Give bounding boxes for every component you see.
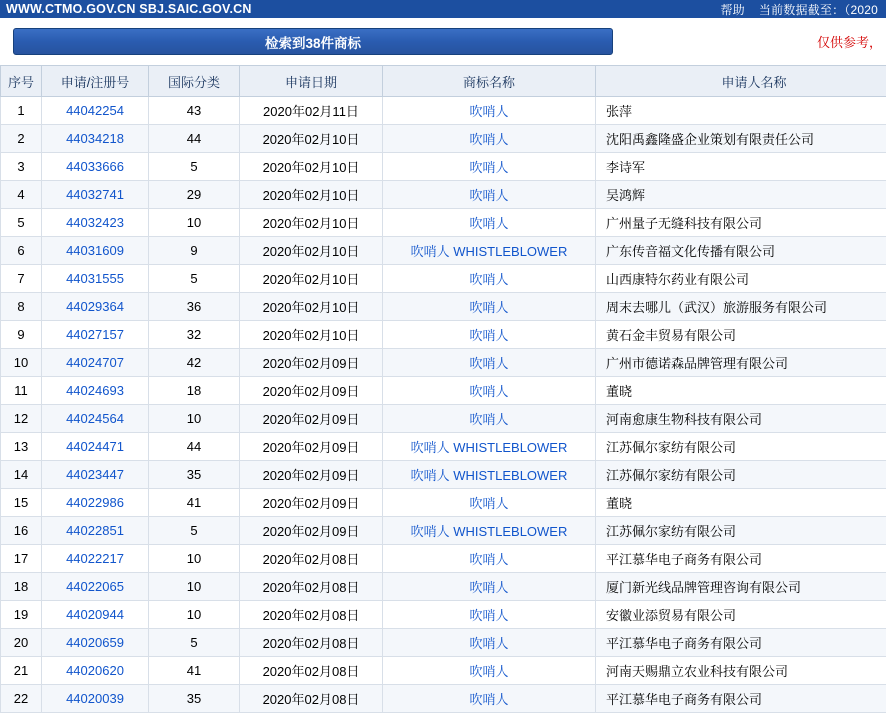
cell-regno <box>42 265 149 293</box>
tm-name-text[interactable]: 吹哨人 <box>469 384 509 399</box>
regno-link[interactable]: 44034218 <box>66 131 124 146</box>
cell-apply-date: 2020年02月08日 <box>240 657 383 685</box>
cell-regno <box>42 573 149 601</box>
cell-index: 22 <box>1 685 42 713</box>
regno-link[interactable]: 44020944 <box>66 607 124 622</box>
cell-intl-class: 18 <box>149 377 240 405</box>
cell-intl-class: 29 <box>149 181 240 209</box>
cell-regno <box>42 153 149 181</box>
tm-name-text[interactable]: 吹哨人 <box>469 132 509 147</box>
cell-index: 20 <box>1 629 42 657</box>
cell-regno <box>42 517 149 545</box>
table-row <box>1 153 886 181</box>
cell-tm-name <box>383 293 596 321</box>
regno-link[interactable]: 44024564 <box>66 411 124 426</box>
table-row <box>1 97 886 125</box>
cell-regno <box>42 601 149 629</box>
cell-tm-name <box>383 629 596 657</box>
regno-link[interactable]: 44032423 <box>66 215 124 230</box>
cell-intl-class: 10 <box>149 601 240 629</box>
cell-intl-class: 10 <box>149 545 240 573</box>
cell-intl-class: 10 <box>149 209 240 237</box>
cell-apply-date: 2020年02月09日 <box>240 433 383 461</box>
cell-apply-date: 2020年02月09日 <box>240 489 383 517</box>
cell-index: 4 <box>1 181 42 209</box>
cell-applicant: 平江慕华电子商务有限公司 <box>596 629 886 657</box>
table-body <box>1 97 886 713</box>
cell-apply-date: 2020年02月09日 <box>240 349 383 377</box>
cell-index: 11 <box>1 377 42 405</box>
tm-name-text[interactable]: 吹哨人 <box>469 160 509 175</box>
cell-tm-name <box>383 433 596 461</box>
cell-applicant: 吴鸿辉 <box>596 181 886 209</box>
tm-name-text[interactable]: 吹哨人 WHISTLEBLOWER <box>410 468 568 483</box>
cell-intl-class: 9 <box>149 237 240 265</box>
cell-tm-name <box>383 685 596 713</box>
table-row <box>1 461 886 489</box>
regno-link[interactable]: 44023447 <box>66 467 124 482</box>
cell-apply-date: 2020年02月10日 <box>240 237 383 265</box>
regno-link[interactable]: 44024707 <box>66 355 124 370</box>
regno-link[interactable]: 44020039 <box>66 691 124 706</box>
cell-applicant: 平江慕华电子商务有限公司 <box>596 685 886 713</box>
cell-tm-name <box>383 489 596 517</box>
cell-intl-class: 10 <box>149 405 240 433</box>
regno-link[interactable]: 44027157 <box>66 327 124 342</box>
cell-intl-class: 43 <box>149 97 240 125</box>
cell-intl-class: 35 <box>149 685 240 713</box>
cell-apply-date: 2020年02月10日 <box>240 265 383 293</box>
cell-regno <box>42 181 149 209</box>
regno-link[interactable]: 44031555 <box>66 271 124 286</box>
cell-tm-name <box>383 321 596 349</box>
cell-applicant: 广州市德诺森品牌管理有限公司 <box>596 349 886 377</box>
cell-applicant: 平江慕华电子商务有限公司 <box>596 545 886 573</box>
cell-apply-date: 2020年02月10日 <box>240 181 383 209</box>
table-row <box>1 685 886 713</box>
cell-tm-name <box>383 405 596 433</box>
tm-name-text[interactable]: 吹哨人 <box>469 300 509 315</box>
cell-index: 5 <box>1 209 42 237</box>
cell-applicant: 广东传音福文化传播有限公司 <box>596 237 886 265</box>
cell-tm-name <box>383 545 596 573</box>
tm-name-text[interactable]: 吹哨人 WHISTLEBLOWER <box>410 440 568 455</box>
cell-index: 15 <box>1 489 42 517</box>
cell-tm-name <box>383 657 596 685</box>
cell-tm-name <box>383 517 596 545</box>
cell-applicant: 广州量子无缝科技有限公司 <box>596 209 886 237</box>
cell-apply-date: 2020年02月10日 <box>240 209 383 237</box>
page-content <box>0 18 886 713</box>
tm-name-text[interactable]: 吹哨人 <box>469 552 509 567</box>
tm-name-text[interactable]: 吹哨人 <box>469 580 509 595</box>
cell-intl-class: 5 <box>149 629 240 657</box>
cell-apply-date: 2020年02月08日 <box>240 545 383 573</box>
cell-regno <box>42 377 149 405</box>
cell-regno <box>42 629 149 657</box>
tm-name-text[interactable]: 吹哨人 <box>469 692 509 707</box>
cell-regno <box>42 349 149 377</box>
cell-apply-date: 2020年02月10日 <box>240 153 383 181</box>
regno-link[interactable]: 44031609 <box>66 243 124 258</box>
cell-regno <box>42 293 149 321</box>
regno-link[interactable]: 44022851 <box>66 523 124 538</box>
cell-applicant: 江苏佩尔家纺有限公司 <box>596 517 886 545</box>
cell-regno <box>42 433 149 461</box>
cell-tm-name <box>383 153 596 181</box>
cell-applicant: 河南天赐鼎立农业科技有限公司 <box>596 657 886 685</box>
tm-name-text[interactable]: 吹哨人 <box>469 272 509 287</box>
cell-tm-name <box>383 125 596 153</box>
tm-name-text[interactable]: 吹哨人 WHISTLEBLOWER <box>410 244 568 259</box>
cell-index: 2 <box>1 125 42 153</box>
cell-regno <box>42 97 149 125</box>
table-row <box>1 265 886 293</box>
cell-tm-name <box>383 461 596 489</box>
cell-tm-name <box>383 97 596 125</box>
column-header-tm-name: 商标名称 <box>383 66 596 97</box>
cell-index: 9 <box>1 321 42 349</box>
table-row <box>1 321 886 349</box>
cell-tm-name <box>383 265 596 293</box>
cell-regno <box>42 321 149 349</box>
cell-apply-date: 2020年02月08日 <box>240 601 383 629</box>
cell-applicant: 周末去哪儿（武汉）旅游服务有限公司 <box>596 293 886 321</box>
cell-index: 13 <box>1 433 42 461</box>
cell-intl-class: 44 <box>149 433 240 461</box>
tm-name-text[interactable]: 吹哨人 WHISTLEBLOWER <box>410 524 568 539</box>
cell-apply-date: 2020年02月08日 <box>240 573 383 601</box>
column-header-regno: 申请/注册号 <box>42 66 149 97</box>
table-row <box>1 601 886 629</box>
table-row <box>1 349 886 377</box>
cell-applicant: 江苏佩尔家纺有限公司 <box>596 461 886 489</box>
cell-intl-class: 5 <box>149 153 240 181</box>
table-row <box>1 293 886 321</box>
cell-intl-class: 5 <box>149 517 240 545</box>
cell-tm-name <box>383 181 596 209</box>
regno-link[interactable]: 44033666 <box>66 159 124 174</box>
cell-index: 17 <box>1 545 42 573</box>
cell-intl-class: 36 <box>149 293 240 321</box>
cell-intl-class: 5 <box>149 265 240 293</box>
cell-apply-date: 2020年02月09日 <box>240 461 383 489</box>
tm-name-text[interactable]: 吹哨人 <box>469 104 509 119</box>
cell-apply-date: 2020年02月10日 <box>240 125 383 153</box>
cell-intl-class: 44 <box>149 125 240 153</box>
table-row <box>1 209 886 237</box>
cell-tm-name <box>383 349 596 377</box>
cell-index: 6 <box>1 237 42 265</box>
cell-apply-date: 2020年02月09日 <box>240 517 383 545</box>
cell-index: 12 <box>1 405 42 433</box>
cell-index: 3 <box>1 153 42 181</box>
table-row <box>1 125 886 153</box>
cell-applicant: 沈阳禹鑫隆盛企业策划有限责任公司 <box>596 125 886 153</box>
cell-tm-name <box>383 601 596 629</box>
cell-applicant: 董晓 <box>596 489 886 517</box>
regno-link[interactable]: 44024471 <box>66 439 124 454</box>
table-row <box>1 377 886 405</box>
regno-link[interactable]: 44029364 <box>66 299 124 314</box>
table-row <box>1 517 886 545</box>
cell-applicant: 黄石金丰贸易有限公司 <box>596 321 886 349</box>
cell-tm-name <box>383 209 596 237</box>
cell-index: 14 <box>1 461 42 489</box>
cell-index: 10 <box>1 349 42 377</box>
trademark-results-table <box>0 65 886 713</box>
cell-intl-class: 41 <box>149 489 240 517</box>
regno-link[interactable]: 44022065 <box>66 579 124 594</box>
cell-index: 18 <box>1 573 42 601</box>
cell-regno <box>42 125 149 153</box>
regno-link[interactable]: 44024693 <box>66 383 124 398</box>
cell-apply-date: 2020年02月10日 <box>240 293 383 321</box>
cell-regno <box>42 685 149 713</box>
table-header-row <box>1 66 886 97</box>
cell-index: 1 <box>1 97 42 125</box>
cell-applicant: 张萍 <box>596 97 886 125</box>
tm-name-text[interactable]: 吹哨人 <box>469 356 509 371</box>
data-status-text: 当前数据截至：（2020 <box>758 2 878 17</box>
cell-intl-class: 35 <box>149 461 240 489</box>
tm-name-text[interactable]: 吹哨人 <box>469 496 509 511</box>
disclaimer-text: 仅供参考， <box>816 35 882 50</box>
tm-name-text[interactable]: 吹哨人 <box>469 636 509 651</box>
result-banner-row <box>0 18 886 63</box>
table-row <box>1 237 886 265</box>
regno-link[interactable]: 44022217 <box>66 551 124 566</box>
cell-intl-class: 42 <box>149 349 240 377</box>
help-link[interactable]: 帮助 <box>720 2 745 17</box>
cell-applicant: 安徽业添贸易有限公司 <box>596 601 886 629</box>
cell-index: 16 <box>1 517 42 545</box>
cell-intl-class: 10 <box>149 573 240 601</box>
site-domain: WWW.CTMO.GOV.CN SBJ.SAIC.GOV.CN <box>6 2 252 16</box>
tm-name-text[interactable]: 吹哨人 <box>469 608 509 623</box>
cell-intl-class: 41 <box>149 657 240 685</box>
header-right-group <box>720 1 880 18</box>
cell-regno <box>42 209 149 237</box>
cell-apply-date: 2020年02月11日 <box>240 97 383 125</box>
table-row <box>1 405 886 433</box>
cell-intl-class: 32 <box>149 321 240 349</box>
cell-apply-date: 2020年02月10日 <box>240 321 383 349</box>
cell-index: 8 <box>1 293 42 321</box>
cell-apply-date: 2020年02月09日 <box>240 405 383 433</box>
table-row <box>1 545 886 573</box>
table-row <box>1 181 886 209</box>
regno-link[interactable]: 44042254 <box>66 103 124 118</box>
regno-link[interactable]: 44020659 <box>66 635 124 650</box>
cell-applicant: 董晓 <box>596 377 886 405</box>
regno-link[interactable]: 44022986 <box>66 495 124 510</box>
cell-index: 19 <box>1 601 42 629</box>
cell-apply-date: 2020年02月08日 <box>240 629 383 657</box>
cell-applicant: 山西康特尔药业有限公司 <box>596 265 886 293</box>
cell-regno <box>42 657 149 685</box>
cell-regno <box>42 461 149 489</box>
site-header <box>0 0 886 18</box>
regno-link[interactable]: 44032741 <box>66 187 124 202</box>
column-header-intl-class: 国际分类 <box>149 66 240 97</box>
cell-regno <box>42 405 149 433</box>
cell-applicant: 河南愈康生物科技有限公司 <box>596 405 886 433</box>
tm-name-text[interactable]: 吹哨人 <box>469 188 509 203</box>
cell-index: 21 <box>1 657 42 685</box>
tm-name-text[interactable]: 吹哨人 <box>469 664 509 679</box>
column-header-index: 序号 <box>1 66 42 97</box>
column-header-apply-date: 申请日期 <box>240 66 383 97</box>
cell-tm-name <box>383 377 596 405</box>
cell-applicant: 江苏佩尔家纺有限公司 <box>596 433 886 461</box>
table-row <box>1 489 886 517</box>
cell-regno <box>42 237 149 265</box>
cell-apply-date: 2020年02月08日 <box>240 685 383 713</box>
cell-tm-name <box>383 237 596 265</box>
cell-regno <box>42 545 149 573</box>
cell-tm-name <box>383 573 596 601</box>
cell-applicant: 厦门新光线品牌管理咨询有限公司 <box>596 573 886 601</box>
tm-name-text[interactable]: 吹哨人 <box>469 328 509 343</box>
regno-link[interactable]: 44020620 <box>66 663 124 678</box>
table-row <box>1 629 886 657</box>
cell-apply-date: 2020年02月09日 <box>240 377 383 405</box>
cell-index: 7 <box>1 265 42 293</box>
table-row <box>1 433 886 461</box>
tm-name-text[interactable]: 吹哨人 <box>469 216 509 231</box>
table-row <box>1 573 886 601</box>
result-count-banner: 检索到38件商标 <box>13 28 613 55</box>
table-row <box>1 657 886 685</box>
tm-name-text[interactable]: 吹哨人 <box>469 412 509 427</box>
column-header-applicant: 申请人名称 <box>596 66 886 97</box>
cell-regno <box>42 489 149 517</box>
cell-applicant: 李诗军 <box>596 153 886 181</box>
